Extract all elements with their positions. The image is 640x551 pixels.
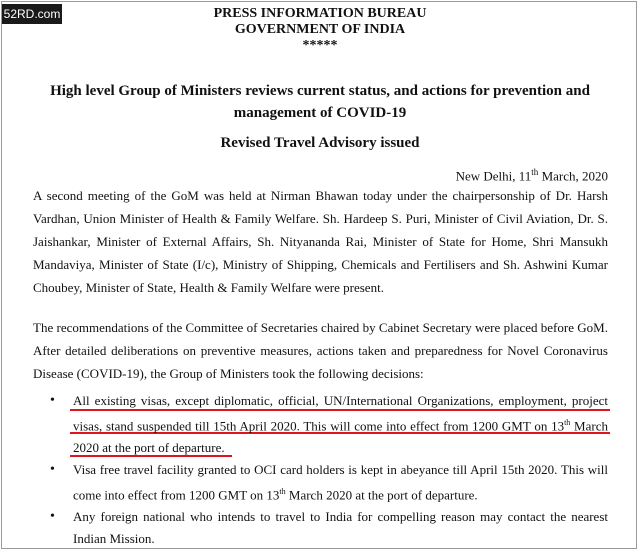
bullet-symbol: • [50, 393, 55, 408]
list-item: All existing visas, except diplomatic, official, UN/International Organizations, employment, project visas, stand suspended till 15th April 2020. This will come into effect from 1200 GMT on 13th March 2020 at the port of departure. [73, 393, 608, 456]
list-item: Visa free travel facility granted to OCI card holders is kept in abeyance till April 15th 2020. This will come into effect from 1200 GMT on 13th March 2020 at the port of departure. [73, 462, 608, 503]
bullet-symbol: • [50, 509, 55, 524]
page-title: High level Group of Ministers reviews current status, and actions for prevention and management of COVID-19 [50, 83, 590, 121]
header-line-1: PRESS INFORMATION BUREAU [213, 6, 427, 21]
paragraph-1: A second meeting of the GoM was held at Nirman Bhawan today under the chairpersonship of Dr. Harsh Vardhan, Union Minister of Health & Family Welfare. Sh. Hardeep S. Puri, Minister of Civil Aviation, Dr. S. Jaishankar, Minister of External Affairs, Sh. Nityananda Rai, Minister of State for Home, Shri Mansukh Mandaviya, Minister of State (I/c), Ministry of Shipping, Chemicals and Fertilisers and Sh. Ashwini Kumar Choubey, Minister of State, Health & Family Welfare were present. [33, 188, 608, 295]
bullet-symbol: • [50, 462, 55, 477]
header-line-2: GOVERNMENT OF INDIA [234, 22, 406, 37]
page-subtitle: Revised Travel Advisory issued [220, 135, 420, 151]
list-item: Any foreign national who intends to travel to India for compelling reason may contact the nearest Indian Mission. [73, 509, 608, 546]
paragraph-2: The recommendations of the Committee of Secretaries chaired by Cabinet Secretary were placed before GoM. After detailed deliberations on preventive measures, actions taken and preparedness for Novel Coronavirus Disease (COVID-19), the Group of Ministers took the following decisions: [33, 320, 608, 381]
dateline: New Delhi, 11th March, 2020 [455, 167, 608, 184]
watermark-logo: 52RD.com [2, 4, 62, 24]
header-stars: ***** [302, 38, 338, 53]
